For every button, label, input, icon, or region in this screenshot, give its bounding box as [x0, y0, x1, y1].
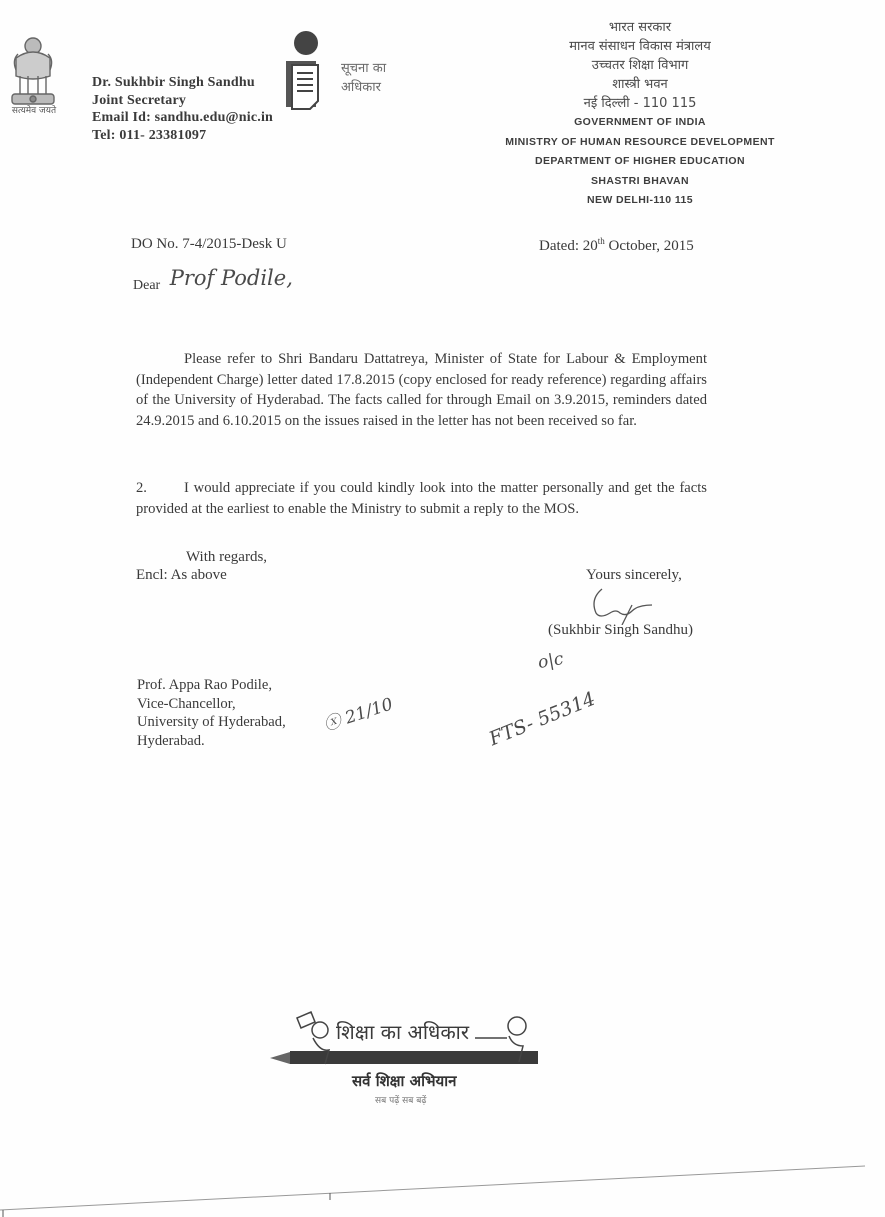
gov-hindi-line: शास्त्री भवन	[612, 77, 668, 92]
body-paragraph-2	[136, 478, 707, 519]
sender-block	[92, 74, 273, 144]
gov-hindi-line: नई दिल्ली - 110 115	[583, 96, 697, 111]
gov-english-line: MINISTRY OF HUMAN RESOURCE DEVELOPMENT	[505, 135, 775, 148]
salutation-printed: Dear	[133, 278, 161, 293]
paragraph-number: 2.	[136, 480, 147, 496]
salutation	[133, 266, 293, 294]
emblem-motto: सत्यमेव जयते	[11, 106, 57, 116]
closing-yours: Yours sincerely,	[586, 567, 682, 583]
gov-hindi-line: मानव संसाधन विकास मंत्रालय	[569, 39, 711, 54]
gov-english-line: GOVERNMENT OF INDIA	[574, 116, 706, 128]
body-paragraph-1: Please refer to Shri Bandaru Dattatreya, Minister of State for Labour & Employment (Independent Charge) letter dated 17.8.2015 (copy enclosed for ready reference) regarding affairs of the University of Hyderabad. The facts called for through Email on 3.9.2015, reminders dated 24.9.2015 and 6.10.2015 on the issues raised in the letter has not been received so far.	[136, 351, 707, 429]
signatory-name: (Sukhbir Singh Sandhu)	[548, 622, 694, 638]
initial-date-annotation	[320, 690, 396, 736]
letter-date	[539, 236, 694, 255]
addressee-block	[137, 676, 286, 750]
addressee-line: University of Hyderabad,	[137, 714, 286, 730]
scan-edge-divider	[0, 1150, 885, 1217]
closing-regards: With regards,	[186, 549, 268, 565]
gov-hindi-line: भारत सरकार	[608, 20, 672, 35]
sender-tel: Tel: 011- 23381097	[92, 127, 207, 143]
rti-label	[341, 59, 386, 97]
rti-label-line1: सूचना का	[341, 61, 387, 76]
government-address-block	[470, 18, 810, 211]
rti-label-line2: अधिकार	[341, 80, 381, 95]
ssa-title: शिक्षा का अधिकार	[336, 1020, 470, 1044]
gov-english-line: SHASTRI BHAVAN	[591, 174, 689, 187]
date-prefix: Dated: 20	[539, 238, 598, 254]
fts-number-annotation: FTS- 55314	[485, 687, 599, 751]
ssa-subtitle: सर्व शिक्षा अभियान	[352, 1072, 457, 1090]
sender-designation: Joint Secretary	[92, 92, 187, 108]
paragraph-2-text: I would appreciate if you could kindly look into the matter personally and get the facts provided at the earliest to enable the Ministry to submit a reply to the MOS.	[136, 480, 707, 517]
rti-info-document-icon	[286, 31, 326, 113]
gov-english-line: NEW DELHI-110 115	[586, 194, 693, 206]
gov-hindi-line: उच्चतर शिक्षा विभाग	[591, 58, 689, 73]
gov-english-line: DEPARTMENT OF HIGHER EDUCATION	[535, 155, 745, 167]
salutation-handwritten: Prof Podile,	[169, 266, 293, 290]
addressee-line: Prof. Appa Rao Podile,	[137, 677, 272, 693]
ssa-tagline: सब पढ़ें सब बढ़ें	[375, 1096, 427, 1106]
date-sup: th	[597, 236, 605, 246]
addressee-line: Hyderabad.	[137, 732, 205, 749]
initial-date-text: 21/10	[342, 694, 396, 729]
addressee-line: Vice-Chancellor,	[137, 695, 236, 712]
enclosure-note: Encl: As above	[136, 567, 227, 583]
signature-icon	[582, 585, 672, 625]
circled-initial-icon: ⓧ	[321, 711, 344, 736]
oc-annotation: o|c	[536, 648, 566, 674]
do-number: DO No. 7-4/2015-Desk U	[131, 236, 287, 252]
sender-name: Dr. Sukhbir Singh Sandhu	[92, 75, 255, 90]
sender-email: Email Id: sandhu.edu@nic.in	[92, 110, 274, 125]
date-suffix: October, 2015	[604, 238, 694, 254]
